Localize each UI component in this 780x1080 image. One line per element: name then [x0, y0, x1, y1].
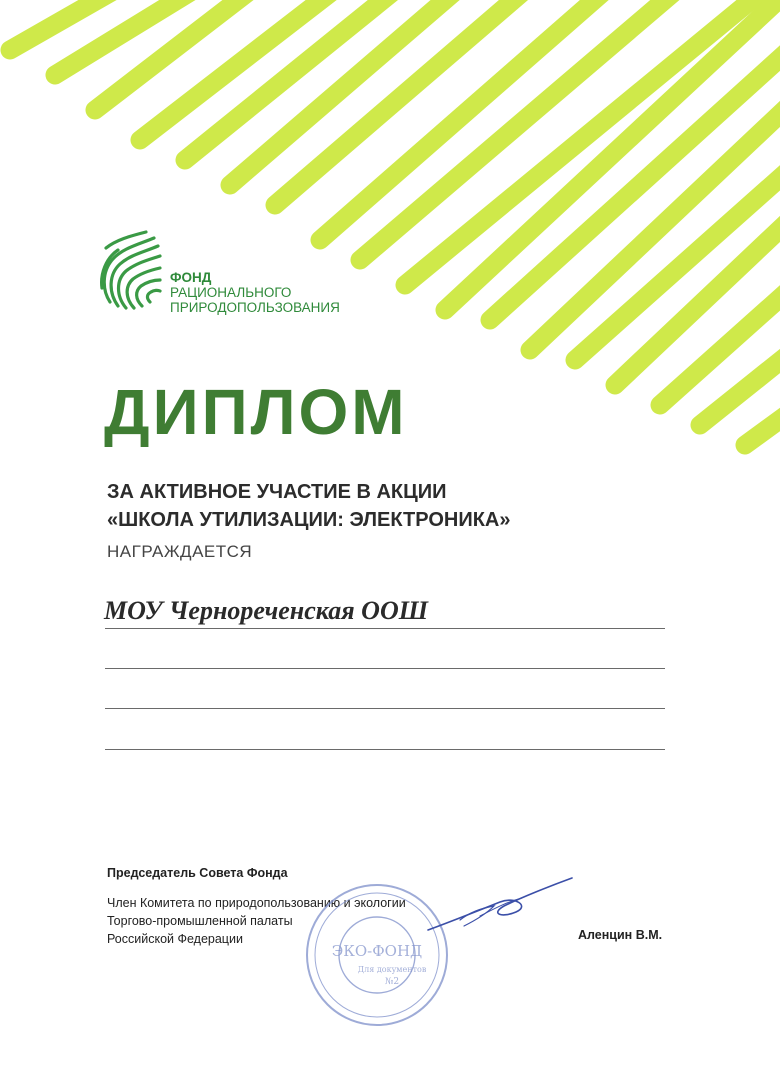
award-reason-line-2: «ШКОЛА УТИЛИЗАЦИИ: ЭЛЕКТРОНИКА»: [107, 509, 511, 531]
logo-line-1: ФОНД: [170, 270, 212, 285]
award-reason-line-1: ЗА АКТИВНОЕ УЧАСТИЕ В АКЦИИ: [107, 481, 447, 503]
decorative-stripe: [745, 405, 780, 445]
diploma-title: ДИПЛОМ: [104, 376, 408, 448]
recipient-name: МОУ Чернореченская ООШ: [104, 596, 429, 625]
awarded-label: НАГРАЖДАЕТСЯ: [107, 542, 253, 561]
logo-line-2: РАЦИОНАЛЬНОГО: [170, 285, 292, 300]
signer-name: Аленцин В.М.: [578, 928, 663, 942]
logo-line-3: ПРИРОДОПОЛЬЗОВАНИЯ: [170, 300, 340, 315]
fingerprint-icon: [96, 228, 168, 318]
member-line-2: Торгово-промышленной палаты: [107, 914, 293, 928]
fill-line-2: [105, 668, 665, 669]
logo-text: [170, 270, 340, 315]
fill-line-4: [105, 749, 665, 750]
foundation-logo: [96, 228, 356, 318]
member-line-1: Член Комитета по природопользованию и экологии: [107, 896, 406, 910]
handwritten-signature: [420, 872, 580, 942]
chair-title: Председатель Совета Фонда: [107, 866, 288, 880]
stamp-center-text: ЭКО-ФОНД: [331, 942, 423, 960]
stamp-number: №2: [384, 977, 400, 987]
member-line-3: Российской Федерации: [107, 932, 243, 946]
award-reason: [107, 478, 511, 534]
fill-line-1: [105, 628, 665, 629]
fill-line-3: [105, 708, 665, 709]
stamp-sub-text: Для документов: [357, 965, 427, 974]
